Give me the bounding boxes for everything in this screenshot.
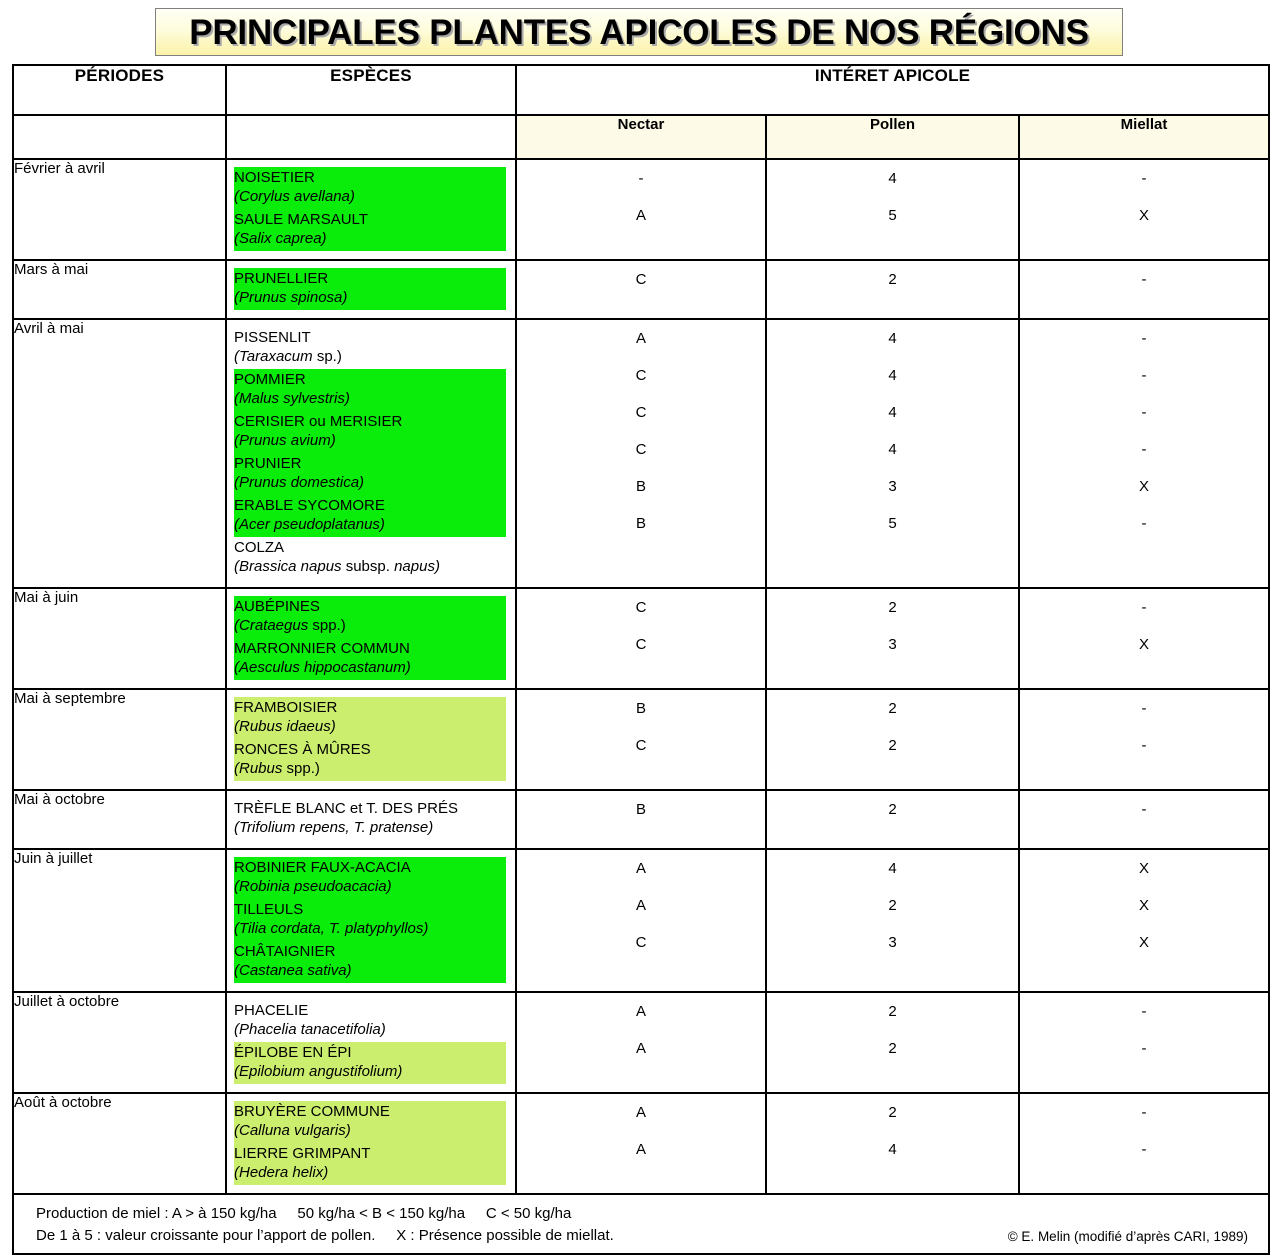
table-row [13,849,1269,992]
period-cell [13,689,226,790]
value-list [517,589,765,670]
miellat-value-cell [1019,849,1269,992]
species-latin-name: (Phacelia tanacetifolia) [234,1020,386,1038]
pollen-value-cell [766,588,1019,689]
period-label: Mai à septembre [14,690,126,707]
value-list [1020,993,1268,1074]
table-body [13,159,1269,1194]
value-list [1020,320,1268,549]
miellat-value: - [1141,737,1147,754]
apicultural-plants-table-wrapper [12,64,1268,1255]
species-latin-name: (Crataegus spp.) [234,616,346,634]
miellat-value: - [1141,515,1147,532]
species-group [227,261,515,318]
species-entry [234,899,506,941]
value-list [1020,589,1268,670]
nectar-value: A [635,207,646,224]
nectar-value-cell [516,689,766,790]
species-cell [226,260,516,319]
miellat-value: - [1141,599,1147,616]
species-common-name: TILLEULS [234,901,304,918]
nectar-value: A [635,1141,646,1158]
species-latin-name: (Prunus avium) [234,431,336,449]
period-cell [13,319,226,588]
species-cell [226,588,516,689]
miellat-value-cell [1019,689,1269,790]
value-list [1020,791,1268,835]
species-group [227,993,515,1092]
pollen-value: 3 [888,478,897,495]
miellat-value: - [1141,1141,1147,1158]
value-list [1020,850,1268,968]
species-latin-name: (Robinia pseudoacacia) [234,877,392,895]
miellat-value: - [1141,1003,1147,1020]
miellat-value: - [1141,700,1147,717]
column-header-interet-apicole: INTÉRET APICOLE [516,65,1269,115]
nectar-value: A [635,330,646,347]
species-entry [234,327,506,369]
miellat-value: X [1139,636,1150,653]
nectar-value-cell [516,849,766,992]
value-list [517,160,765,241]
species-group [227,320,515,587]
species-common-name: MARRONNIER COMMUN [234,640,410,657]
species-group [227,690,515,789]
miellat-value: - [1141,367,1147,384]
species-entry [234,453,506,495]
period-label: Avril à mai [14,320,84,337]
legend-text [36,1203,614,1247]
nectar-value: A [635,1040,646,1057]
pollen-value: 4 [888,860,897,877]
nectar-value: C [635,271,647,288]
pollen-value: 2 [888,700,897,717]
table-footer [13,1194,1269,1254]
nectar-value: A [635,897,646,914]
nectar-value: C [635,367,647,384]
pollen-value: 5 [888,515,897,532]
nectar-value: B [635,515,646,532]
pollen-value-cell [766,849,1019,992]
species-entry [234,495,506,537]
period-cell [13,1093,226,1194]
value-list [1020,690,1268,771]
species-latin-name: (Calluna vulgaris) [234,1121,351,1139]
credit-text: © E. Melin (modifié d’après CARI, 1989) [1007,1229,1249,1244]
species-common-name: COLZA [234,539,285,556]
species-entry [234,798,506,840]
nectar-value: C [635,636,647,653]
species-entry [234,697,506,739]
species-cell [226,1093,516,1194]
species-cell [226,319,516,588]
pollen-value-cell [766,159,1019,260]
species-latin-name: (Prunus spinosa) [234,288,348,306]
species-common-name: BRUYÈRE COMMUNE [234,1103,390,1120]
table-row [13,689,1269,790]
species-entry [234,167,506,209]
pollen-value: 4 [888,441,897,458]
value-list [767,1094,1018,1175]
header-row-main [13,65,1269,115]
value-list [767,160,1018,241]
nectar-value: A [635,1104,646,1121]
miellat-value: X [1139,478,1150,495]
pollen-value: 2 [888,801,897,818]
nectar-value: C [635,737,647,754]
species-cell [226,849,516,992]
species-entry [234,1042,506,1084]
miellat-value-cell [1019,992,1269,1093]
period-cell [13,790,226,849]
species-cell [226,159,516,260]
column-header-miellat: Miellat [1019,115,1269,159]
nectar-value-cell [516,790,766,849]
species-group [227,1094,515,1193]
miellat-value: - [1141,404,1147,421]
value-list [517,261,765,305]
species-group [227,791,515,848]
species-common-name: PISSENLIT [234,329,311,346]
species-group [227,589,515,688]
species-latin-name: (Corylus avellana) [234,187,355,205]
species-latin-name: (Brassica napus subsp. napus) [234,557,440,575]
species-entry [234,268,506,310]
species-latin-name: (Castanea sativa) [234,961,352,979]
value-list [767,690,1018,771]
miellat-value: - [1141,170,1147,187]
table-row [13,790,1269,849]
species-entry [234,596,506,638]
pollen-value-cell [766,790,1019,849]
species-latin-name: (Taraxacum sp.) [234,347,342,365]
pollen-value-cell [766,319,1019,588]
miellat-value-cell [1019,588,1269,689]
species-common-name: PRUNIER [234,455,302,472]
miellat-value: - [1141,271,1147,288]
pollen-value-cell [766,992,1019,1093]
nectar-value-cell [516,159,766,260]
value-list [767,791,1018,835]
value-list [517,320,765,549]
species-common-name: RONCES À MÛRES [234,741,371,758]
value-list [517,690,765,771]
table-header [13,65,1269,159]
value-list [767,850,1018,968]
period-label: Mai à juin [14,589,79,606]
value-list [767,993,1018,1074]
pollen-value-cell [766,260,1019,319]
miellat-value: X [1139,860,1150,877]
legend-line-honey-production: Production de miel : A > à 150 kg/ha 50 kg/ha < B < 150 kg/ha C < 50 kg/ha [36,1205,572,1222]
nectar-value: C [635,934,647,951]
species-common-name: TRÈFLE BLANC et T. DES PRÉS [234,800,458,817]
page-title: PRINCIPALES PLANTES APICOLES DE NOS RÉGIONS [189,12,1089,52]
miellat-value: X [1139,934,1150,951]
species-entry [234,638,506,680]
miellat-value: - [1141,441,1147,458]
species-entry [234,1000,506,1042]
miellat-value-cell [1019,260,1269,319]
nectar-value: B [635,478,646,495]
period-label: Août à octobre [14,1094,112,1111]
value-list [517,791,765,835]
species-entry [234,857,506,899]
table-row [13,260,1269,319]
species-latin-name: (Acer pseudoplatanus) [234,515,385,533]
period-label: Mars à mai [14,261,89,278]
legend-line-pollen-scale: De 1 à 5 : valeur croissante pour l’apport de pollen. X : Présence possible de miellat. [36,1227,614,1244]
species-latin-name: (Prunus domestica) [234,473,365,491]
species-latin-name: (Epilobium angustifolium) [234,1062,403,1080]
species-latin-name: (Malus sylvestris) [234,389,350,407]
pollen-value: 4 [888,330,897,347]
miellat-value: - [1141,1104,1147,1121]
subheader-blank-especes [226,115,516,159]
species-common-name: POMMIER [234,371,306,388]
pollen-value: 3 [888,636,897,653]
table-row [13,159,1269,260]
species-common-name: LIERRE GRIMPANT [234,1145,371,1162]
miellat-value: - [1141,330,1147,347]
species-group [227,160,515,259]
footer-row [13,1194,1269,1254]
nectar-value: C [635,441,647,458]
nectar-value: C [635,404,647,421]
page-title-banner [155,8,1123,56]
value-list [767,261,1018,305]
pollen-value-cell [766,689,1019,790]
species-latin-name: (Salix caprea) [234,229,327,247]
miellat-value-cell [1019,159,1269,260]
period-cell [13,159,226,260]
pollen-value: 2 [888,737,897,754]
value-list [1020,160,1268,241]
nectar-value: B [635,700,646,717]
pollen-value: 4 [888,170,897,187]
nectar-value: B [635,801,646,818]
apicultural-plants-table [12,64,1270,1255]
pollen-value: 2 [888,271,897,288]
header-row-sub [13,115,1269,159]
nectar-value: A [635,860,646,877]
pollen-value: 4 [888,404,897,421]
pollen-value: 4 [888,367,897,384]
species-entry [234,209,506,251]
species-cell [226,992,516,1093]
miellat-value-cell [1019,790,1269,849]
table-row [13,319,1269,588]
value-list [1020,1094,1268,1175]
miellat-value-cell [1019,1093,1269,1194]
period-cell [13,849,226,992]
species-entry [234,941,506,983]
miellat-value: - [1141,801,1147,818]
miellat-value-cell [1019,319,1269,588]
column-header-nectar: Nectar [516,115,766,159]
nectar-value-cell [516,1093,766,1194]
species-group [227,850,515,991]
period-cell [13,260,226,319]
species-cell [226,790,516,849]
species-latin-name: (Rubus idaeus) [234,717,336,735]
subheader-blank-periodes [13,115,226,159]
species-common-name: ERABLE SYCOMORE [234,497,385,514]
nectar-value-cell [516,992,766,1093]
value-list [517,850,765,968]
species-common-name: CHÂTAIGNIER [234,943,336,960]
column-header-periodes: PÉRIODES [13,65,226,115]
table-row [13,1093,1269,1194]
species-common-name: NOISETIER [234,169,315,186]
table-row [13,588,1269,689]
species-common-name: PRUNELLIER [234,270,329,287]
species-entry [234,411,506,453]
species-latin-name: (Tilia cordata, T. platyphyllos) [234,919,429,937]
nectar-value: C [635,599,647,616]
pollen-value: 2 [888,1040,897,1057]
value-list [1020,261,1268,305]
pollen-value: 2 [888,1104,897,1121]
species-common-name: SAULE MARSAULT [234,211,368,228]
legend-cell [13,1194,1269,1254]
species-common-name: PHACELIE [234,1002,309,1019]
period-label: Juin à juillet [14,850,93,867]
table-row [13,992,1269,1093]
nectar-value-cell [516,319,766,588]
period-label: Juillet à octobre [14,993,120,1010]
nectar-value-cell [516,260,766,319]
miellat-value: X [1139,207,1150,224]
species-entry [234,1101,506,1143]
period-label: Mai à octobre [14,791,105,808]
species-entry [234,369,506,411]
species-common-name: ROBINIER FAUX-ACACIA [234,859,411,876]
pollen-value: 2 [888,897,897,914]
species-common-name: ÉPILOBE EN ÉPI [234,1044,352,1061]
pollen-value: 2 [888,599,897,616]
miellat-value: X [1139,897,1150,914]
species-entry [234,739,506,781]
column-header-especes: ESPÈCES [226,65,516,115]
species-entry [234,537,506,579]
miellat-value: - [1141,1040,1147,1057]
period-label: Février à avril [14,160,105,177]
species-latin-name: (Aesculus hippocastanum) [234,658,411,676]
period-cell [13,992,226,1093]
pollen-value: 4 [888,1141,897,1158]
species-entry [234,1143,506,1185]
value-list [767,320,1018,549]
species-cell [226,689,516,790]
nectar-value-cell [516,588,766,689]
nectar-value: - [638,170,644,187]
pollen-value: 3 [888,934,897,951]
nectar-value: A [635,1003,646,1020]
species-latin-name: (Trifolium repens, T. pratense) [234,818,434,836]
species-common-name: CERISIER ou MERISIER [234,413,403,430]
pollen-value: 2 [888,1003,897,1020]
pollen-value-cell [766,1093,1019,1194]
value-list [517,993,765,1074]
pollen-value: 5 [888,207,897,224]
species-common-name: AUBÉPINES [234,598,320,615]
species-common-name: FRAMBOISIER [234,699,338,716]
value-list [517,1094,765,1175]
period-cell [13,588,226,689]
value-list [767,589,1018,670]
column-header-pollen: Pollen [766,115,1019,159]
species-latin-name: (Rubus spp.) [234,759,320,777]
species-latin-name: (Hedera helix) [234,1163,329,1181]
